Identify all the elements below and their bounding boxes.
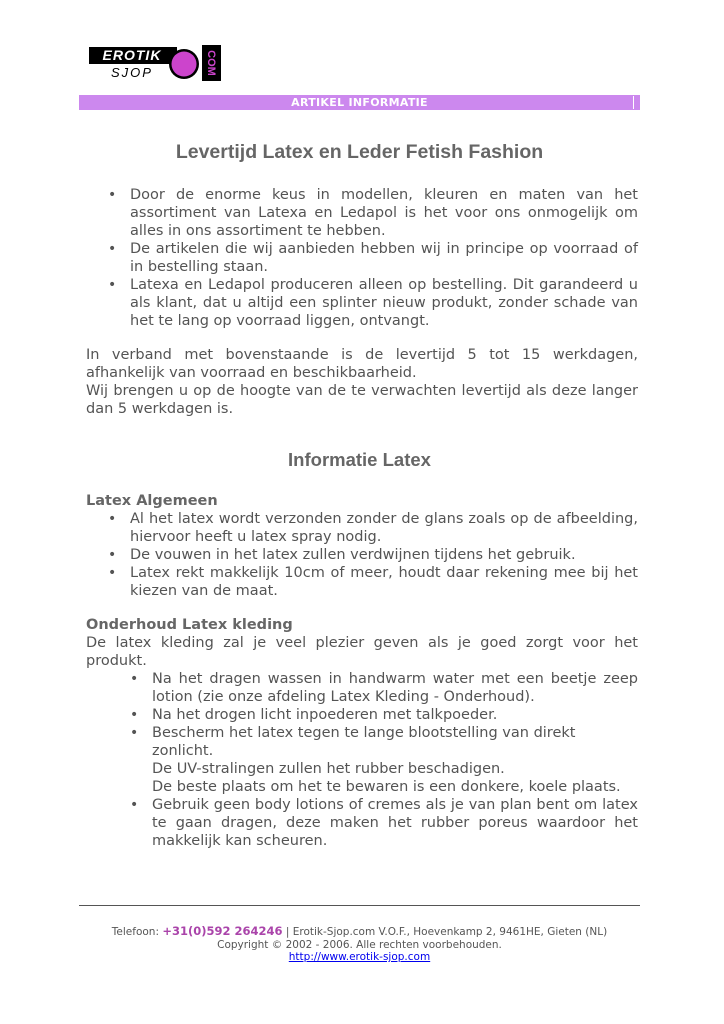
list-item: • Latexa en Ledapol produceren alleen op bestelling. Dit garandeerd u als klant, dat u altijd een splinter nieuw produkt, zonder schade van het te lang op voorraad liggen, ontvangt. [108, 277, 638, 329]
bullet-icon: • [108, 187, 117, 203]
list-item: • De vouwen in het latex zullen verdwijnen tijdens het gebruik. [108, 547, 576, 563]
bullet-icon: • [130, 707, 139, 723]
informatie-latex-title: Informatie Latex [288, 449, 431, 470]
svg-text:SJOP: SJOP [111, 65, 153, 80]
list-item: • Na het dragen wassen in handwarm water met een beetje zeep lotion (zie onze afdeling Latex Kleding - Onderhoud). [130, 671, 638, 705]
levertijd-text [86, 346, 638, 418]
levertijd-paragraph: In verband met bovenstaande is de levertijd 5 tot 15 werkdagen, afhankelijk van voorraad en beschikbaarheid. [86, 347, 638, 381]
list-item: • Latex rekt makkelijk 10cm of meer, houdt daar rekening mee bij het kiezen van de maat. [108, 565, 638, 599]
onderhoud-intro: De latex kleding zal je veel plezier geven als je goed zorgt voor het produkt. [86, 635, 638, 669]
page-footer [79, 925, 640, 964]
footer-phone: +31(0)592 264246 [162, 924, 283, 938]
bullet-icon: • [130, 671, 139, 687]
list-item: • Gebruik geen body lotions of cremes als je van plan bent om latex te gaan dragen, deze maken het rubber poreus waardoor het makkelijk kan scheuren. [130, 797, 638, 849]
banner-title: ARTIKEL INFORMATIE [291, 96, 428, 109]
svg-text:EROTIK: EROTIK [102, 47, 162, 63]
onderhoud-section [86, 616, 638, 850]
onderhoud-heading: Onderhoud Latex kleding [86, 617, 293, 633]
levertijd-title: Levertijd Latex en Leder Fetish Fashion [175, 141, 544, 163]
footer-contact-line: Telefoon: +31(0)592 264246 | Erotik-Sjop.com V.O.F., Hoevenkamp 2, 9461HE, Gieten (NL) [111, 924, 608, 938]
list-item: • Na het drogen licht inpoederen met talkpoeder. [130, 707, 498, 723]
footer-divider [79, 905, 640, 906]
bullet-icon: • [130, 725, 139, 741]
list-item: • Bescherm het latex tegen te lange blootstelling van direkt zonlicht. De UV-stralingen zullen het rubber beschadigen. De beste plaats om het te bewaren is een donkere, koele plaats. [130, 725, 621, 795]
bullet-icon: • [108, 241, 117, 257]
levertijd-bullet-list [108, 186, 638, 330]
latex-algemeen-heading: Latex Algemeen [86, 493, 218, 509]
latex-algemeen-list [86, 510, 638, 600]
footer-copyright: Copyright © 2002 - 2006. Alle rechten voorbehouden. [217, 938, 502, 951]
list-item: • De artikelen die wij aanbieden hebben wij in principe op voorraad of in bestelling staan. [108, 241, 638, 275]
list-item: • Door de enorme keus in modellen, kleuren en maten van het assortiment van Latexa en Ledapol is het voor ons onmogelijk om alles in ons assortiment te hebben. [108, 187, 638, 239]
list-item: • Al het latex wordt verzonden zonder de glans zoals op de afbeelding, hiervoor heeft u latex spray nodig. [108, 511, 638, 545]
footer-address: | Erotik-Sjop.com V.O.F., Hoevenkamp 2, 9461HE, Gieten (NL) [282, 926, 608, 938]
bullet-icon: • [108, 547, 117, 563]
banner-divider [633, 96, 634, 109]
bullet-icon: • [108, 511, 117, 527]
levertijd-paragraph: Wij brengen u op de hoogte van de te verwachten levertijd als deze langer dan 5 werkdagen is. [86, 383, 638, 417]
latex-algemeen-section [86, 492, 638, 600]
footer-website-link[interactable]: http://www.erotik-sjop.com [288, 951, 431, 963]
bullet-icon: • [130, 797, 139, 813]
bullet-icon: • [108, 565, 117, 581]
bullet-icon: • [108, 277, 117, 293]
artikel-informatie-banner [79, 95, 640, 110]
erotik-sjop-logo[interactable] [88, 44, 222, 82]
onderhoud-list [86, 670, 638, 850]
svg-text:COM: COM [205, 50, 218, 76]
